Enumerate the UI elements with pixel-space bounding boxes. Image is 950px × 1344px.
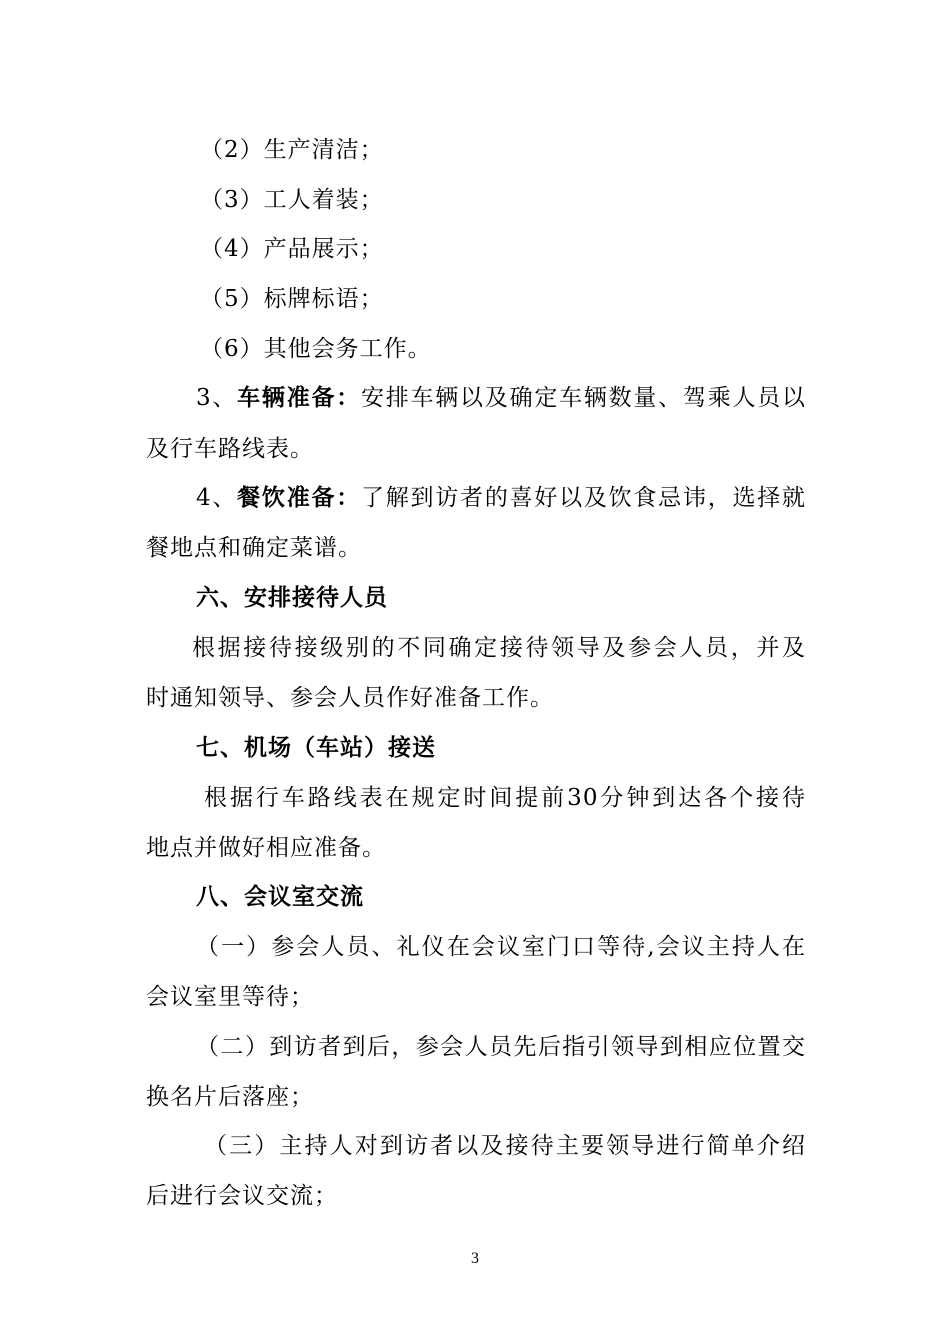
catering-paragraph-line2: 餐地点和确定菜谱。 (146, 535, 362, 561)
section-heading-8: 八、会议室交流 (196, 884, 364, 910)
section8-p2-line1: （二）到访者到后，参会人员先后指引领导到相应位置交 (196, 1034, 806, 1060)
catering-title: 餐饮准备： (237, 485, 361, 511)
section8-p2-line2: 换名片后落座； (146, 1084, 314, 1110)
section-heading-6: 六、安排接待人员 (196, 585, 388, 611)
list-item: （2）生产清洁； (200, 137, 384, 163)
catering-paragraph-line1 (196, 483, 806, 513)
catering-number: 4、 (196, 485, 238, 511)
vehicle-paragraph-line2: 及行车路线表。 (146, 436, 314, 462)
section8-p3-line1: （三）主持人对到访者以及接待主要领导进行简单介绍 (204, 1133, 806, 1159)
list-item: （6）其他会务工作。 (200, 336, 432, 362)
section8-p1-line1: （一）参会人员、礼仪在会议室门口等待,会议主持人在 (196, 934, 806, 960)
section7-line2: 地点并做好相应准备。 (146, 835, 386, 861)
section8-p3-line2: 后进行会议交流； (146, 1183, 338, 1209)
vehicle-number: 3、 (196, 385, 238, 411)
vehicle-title: 车辆准备： (237, 385, 361, 411)
vehicle-text: 安排车辆以及确定车辆数量、驾乘人员以 (361, 385, 807, 411)
list-item: （5）标牌标语； (200, 286, 384, 312)
section6-line1: 根据接待接级别的不同确定接待领导及参会人员，并及 (192, 635, 806, 661)
list-item: （3）工人着装； (200, 187, 384, 213)
page-number: 3 (471, 1250, 479, 1267)
vehicle-paragraph-line1 (196, 383, 806, 413)
section8-p1-line2: 会议室里等待； (146, 984, 314, 1010)
section7-line1: 根据行车路线表在规定时间提前30分钟到达各个接待 (204, 785, 806, 811)
section-heading-7: 七、机场（车站）接送 (196, 735, 436, 761)
list-item: （4）产品展示； (200, 236, 384, 262)
section6-line2: 时通知领导、参会人员作好准备工作。 (146, 685, 554, 711)
catering-text: 了解到访者的喜好以及饮食忌讳，选择就 (361, 485, 807, 511)
